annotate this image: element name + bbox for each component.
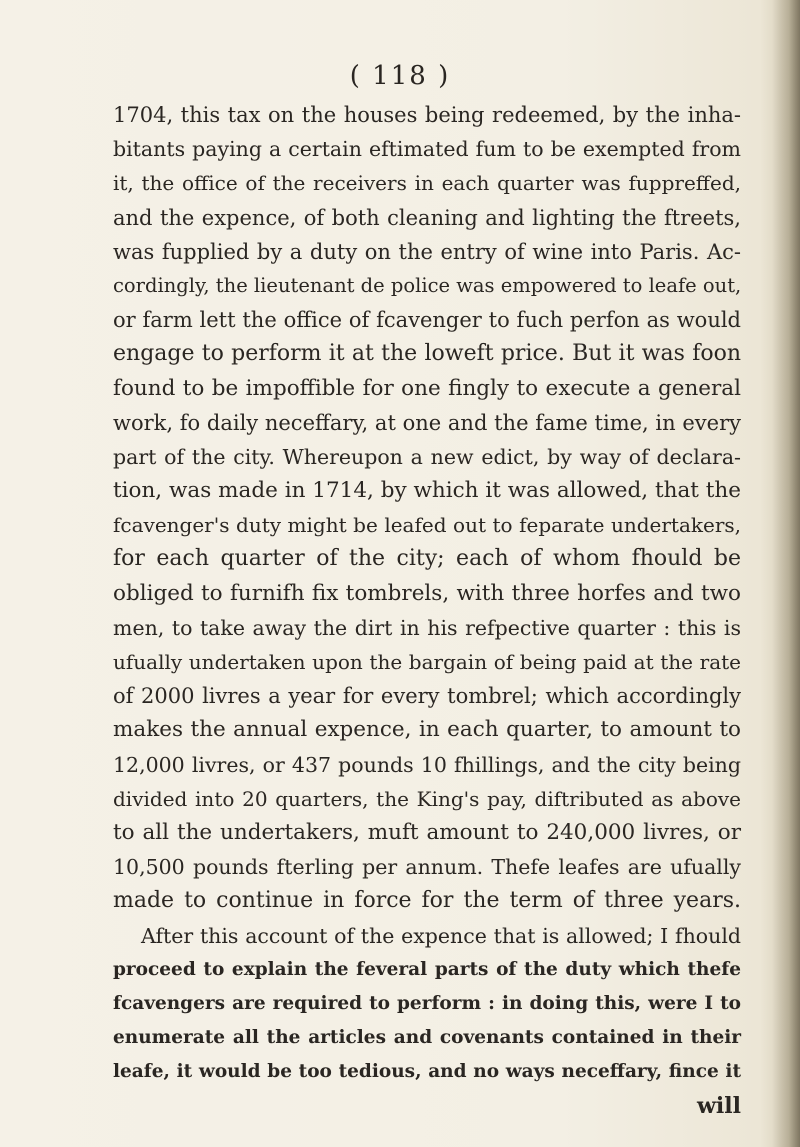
text-line: divided into 20 quarters, the King's pay, diftributed as above [113,786,741,811]
page-edge-shadow [772,0,800,1147]
text-line: cordingly, the lieutenant de police was empowered to leafe out, [113,273,742,297]
text-line: was fupplied by a duty on the entry of wine into Paris. Ac- [113,239,741,264]
paragraph-start-line: After this account of the expence that is allowed; I fhould [141,923,741,948]
text-line: engage to perform it at the loweft price. But it was foon [113,341,741,367]
text-line: and the expence, of both cleaning and lighting the ftreets, [113,205,741,230]
text-line: of 2000 livres a year for every tombrel; which accordingly [113,684,741,709]
text-line: or farm lett the office of fcavenger to fuch perfon as would [113,308,741,333]
catchword: will [696,1093,741,1120]
text-line: bitants paying a certain eftimated fum to be exempted from [113,137,741,162]
text-line: leafe, it would be too tedious, and no ways neceffary, fince it [113,1061,741,1083]
text-line: tion, was made in 1714, by which it was allowed, that the [113,478,741,504]
text-line: found to be impoffible for one fingly to execute a general [113,375,741,401]
text-line: work, fo daily neceffary, at one and the fame time, in every [113,410,741,435]
text-line: men, to take away the dirt in his refpective quarter : this is [113,615,741,640]
text-line: fcavenger's duty might be leafed out to feparate undertakers, [113,513,741,538]
body-text [113,98,741,1124]
text-line: enumerate all the articles and covenants contained in their [113,1027,741,1049]
text-line: part of the city. Whereupon a new edict, by way of declara- [113,444,741,469]
text-line: made to continue in force for the term of three years. [113,888,741,914]
text-line: obliged to furnifh fix tombrels, with three horfes and two [113,580,741,606]
text-line: fcavengers are required to perform : in doing this, were I to [113,992,741,1014]
text-line: for each quarter of the city; each of whom fhould be [113,546,741,572]
text-line: it, the office of the receivers in each quarter was fuppreffed, [113,171,741,196]
text-line: 12,000 livres, or 437 pounds 10 fhillings, and the city being [113,752,741,777]
text-line: ufually undertaken upon the bargain of being paid at the rate [113,650,741,674]
text-line: to all the undertakers, muft amount to 240,000 livres, or [113,819,741,845]
page-number: ( 118 ) [349,61,451,91]
text-line: 10,500 pounds fterling per annum. Thefe leafes are ufually [113,855,741,880]
text-line: proceed to explain the feveral parts of the duty which thefe [113,958,741,980]
text-line: 1704, this tax on the houses being redeemed, by the inha- [113,103,741,127]
text-line: makes the annual expence, in each quarter, to amount to [113,717,741,743]
